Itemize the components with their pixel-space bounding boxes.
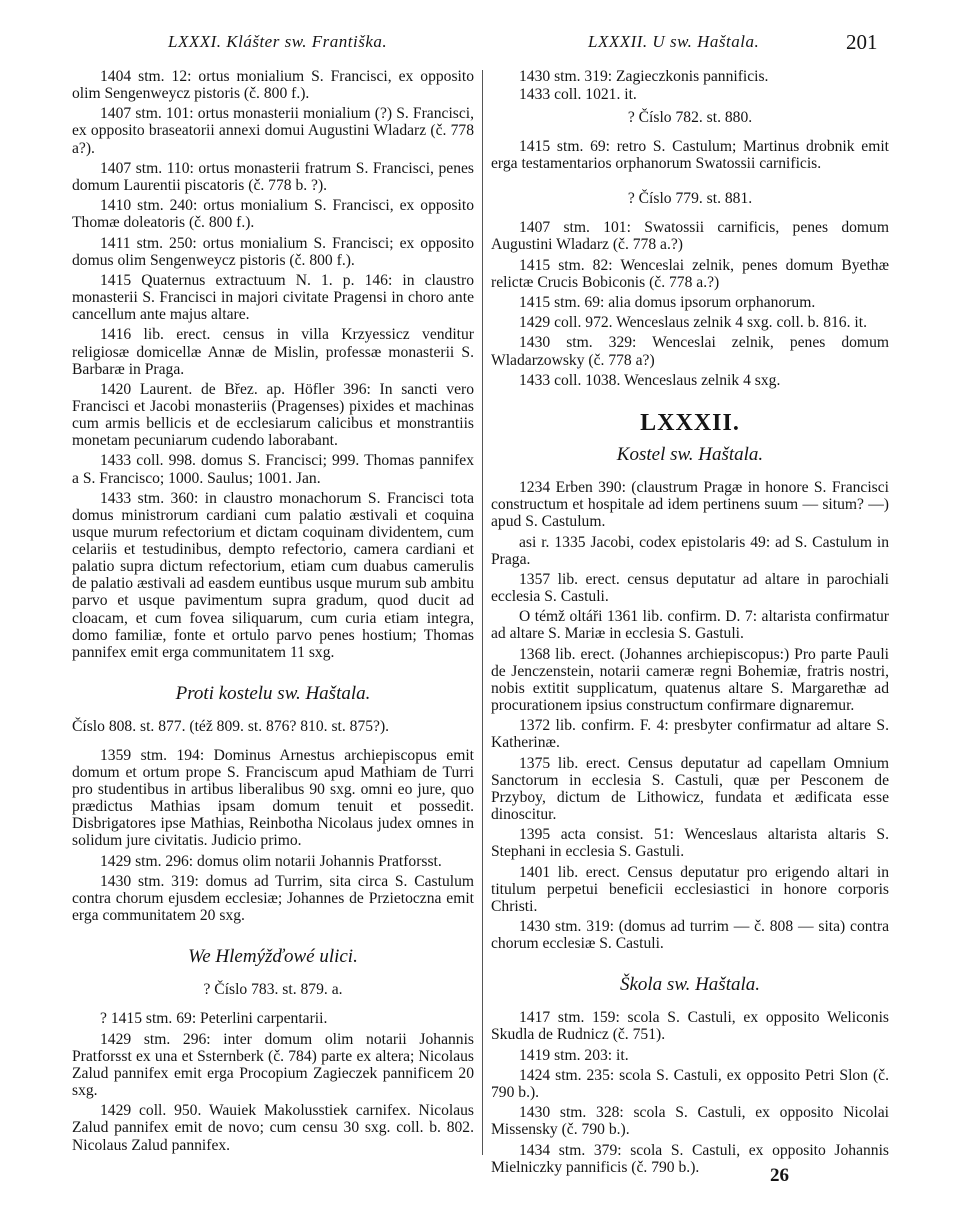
entry: 1429 coll. 950. Wauiek Makolusstiek carnifex. Nicolaus Zalud pannifex emit de novo; cum censu 30 sxg. coll. b. 802. Nicolaus Zalud pannifex. — [72, 1102, 474, 1154]
chapter-heading-lxxxii: LXXXII. — [640, 409, 740, 436]
house-number-779: ? Číslo 779. st. 881. — [627, 190, 753, 208]
section-heading-skola: Škola sw. Haštala. — [619, 974, 761, 996]
entry: 1430 stm. 329: Wenceslai zelnik, penes domum Wladarzowsky (č. 778 a?) — [491, 334, 889, 369]
entry: 1429 stm. 296: inter domum olim notarii Johannis Pratforsst ex una et Ssternberk (č. 784) parte ex altera; Nicolaus Zalud pannifex emit erga Procopium Zagieczek pannificem 20 sxg. — [72, 1030, 474, 1100]
entry: asi r. 1335 Jacobi, codex epistolaris 49: ad S. Castulum in Praga. — [491, 533, 889, 568]
entry: 1375 lib. erect. Census deputatur ad capellam Omnium Sanctorum in ecclesia S. Castuli, quæ per Pesconem de Przyboy, dictum de Lithowicz, fundata et ædificata esse dinoscitur. — [491, 754, 889, 823]
column-divider — [482, 70, 483, 1155]
entry: 1420 Laurent. de Břez. ap. Höfler 396: In sancti vero Francisci et Jacobi monasteriis (Pragenses) pixides et machinas cum armis bellicis et de ecclesiarum calicibus et monstrantiis monetam pecuniarum cudendo laborabant. — [72, 380, 474, 450]
left-column — [72, 68, 474, 1157]
section-heading-kostel: Kostel sw. Haštala. — [616, 444, 764, 466]
page-number: 201 — [846, 30, 878, 54]
entry: 1407 stm. 101: ortus monasterii monialium (?) S. Francisci, ex opposito braseatorii annexi domui Augustini Wladarz (č. 778 a?). — [72, 105, 474, 157]
entry: 1372 lib. confirm. F. 4: presbyter confirmatur ad altare S. Katherinæ. — [491, 717, 889, 752]
house-number-808: Číslo 808. st. 877. (též 809. st. 876? 810. st. 875?). — [72, 717, 390, 735]
right-column — [491, 68, 889, 1179]
entry: 1411 stm. 250: ortus monialium S. Francisci; ex opposito domus olim Sengenweycz pistoris (č. 800 f.). — [72, 234, 474, 269]
entry: 1404 stm. 12: ortus monialium S. Francisci, ex opposito olim Sengenweycz pistoris (č. 800 f.). — [72, 68, 474, 103]
entry: 1234 Erben 390: (claustrum Pragæ in honore S. Francisci constructum et hospitale ad idem pertinens suum — situm? —) apud S. Castulum. — [491, 479, 889, 531]
entry: 1419 stm. 203: it. — [519, 1046, 629, 1064]
entry: 1430 stm. 328: scola S. Castuli, ex opposito Nicolai Missensky (č. 790 b.). — [491, 1104, 889, 1139]
entry: 1434 stm. 379: scola S. Castuli, ex opposito Johannis Mielniczky pannificis (č. 790 b.). — [491, 1141, 889, 1176]
entry: 1433 coll. 1038. Wenceslaus zelnik 4 sxg. — [519, 371, 781, 389]
entry: 1430 stm. 319: domus ad Turrim, sita circa S. Castulum contra chorum ejusdem ecclesiæ; Johannes de Przietoczna emit erga communitatem 20 sxg. — [72, 873, 474, 925]
entry: 1424 stm. 235: scola S. Castuli, ex opposito Petri Slon (č. 790 b.). — [491, 1067, 889, 1102]
entry: 1410 stm. 240: ortus monialium S. Francisci, ex opposito Thomæ doleatoris (č. 800 f.). — [72, 197, 474, 232]
entry: 1395 acta consist. 51: Wenceslaus altarista altaris S. Stephani in ecclesia S. Gastuli. — [491, 826, 889, 861]
entry: 1407 stm. 110: ortus monasterii fratrum S. Francisci, penes domum Laurentii piscatoris (č. 778 b. ?). — [72, 159, 474, 194]
entry: 1430 stm. 319: (domus ad turrim — č. 808 — sita) contra chorum ecclesiæ S. Castuli. — [491, 918, 889, 953]
entry: O témž oltáři 1361 lib. confirm. D. 7: altarista confirmatur ad altare S. Mariæ in ecclesia S. Gastuli. — [491, 608, 889, 643]
section-heading-hlemyzdowe-ulici: We Hlemýžďowé ulici. — [188, 946, 358, 968]
house-number-782: ? Číslo 782. st. 880. — [627, 108, 753, 126]
entry: 1357 lib. erect. census deputatur ad altare in parochiali ecclesia S. Castuli. — [491, 570, 889, 606]
entry: 1417 stm. 159: scola S. Castuli, ex opposito Weliconis Skudla de Rudnicz (č. 751). — [491, 1009, 889, 1044]
signature-mark: 26 — [770, 1165, 789, 1186]
entry: 1401 lib. erect. Census deputatur pro erigendo altari in titulum perpetui beneficii ecclesiastici in honore corporis Christi. — [491, 863, 889, 915]
entry: 1415 Quaternus extractuum N. 1. p. 146: in claustro monasterii S. Francisci in majori civitate Pragensi in choro ante cancellum ante majus altare. — [72, 271, 474, 324]
entry: 1429 stm. 296: domus olim notarii Johannis Pratforsst. — [100, 852, 442, 870]
house-number-783: ? Číslo 783. st. 879. a. — [203, 981, 343, 999]
entry: 1429 coll. 972. Wenceslaus zelnik 4 sxg. coll. b. 816. it. — [519, 314, 867, 332]
entry: 1433 stm. 360: in claustro monachorum S. Francisci tota domus ministrorum cardiani cum palatio æstivali et coquina usque murum refectorium et dictam coquinam dividentem, cum celariis et testudinibus, dempto refectorio, camera cardiani et palatio supra dictum refectorium, etiam cum duabus camerulis de palatio æstivali ad easdem euntibus usque murum sub ambitu parvo et usque pavimentum supra gradum, quod ducit ad cloacam, et cum fovea siliquarum, cum curia etiam integra, domo familiæ, fonte et ortulo parvo penes hostium; Thomas pannifex emit erga communitatem 11 sxg. — [72, 489, 474, 661]
running-header-left: LXXXI. Klášter sw. Františka. — [168, 32, 388, 51]
entry: 1433 coll. 998. domus S. Francisci; 999. Thomas pannifex a S. Francisco; 1000. Saulus; 1001. Jan. — [72, 452, 474, 487]
entry: 1430 stm. 319: Zagieczkonis pannificis. — [519, 68, 769, 85]
entry: 1415 stm. 69: alia domus ipsorum orphanorum. — [519, 293, 816, 311]
running-header-right: LXXXII. U sw. Haštala. — [588, 32, 760, 51]
entry: 1416 lib. erect. census in villa Krzyessicz venditur religiosæ domicellæ Annæ de Mislin, professæ monasterii S. Barbaræ in Praga. — [72, 326, 474, 378]
entry: 1407 stm. 101: Swatossii carnificis, penes domum Augustini Wladarz (č. 778 a.?) — [491, 219, 889, 254]
section-heading-proti-kostelu: Proti kostelu sw. Haštala. — [175, 682, 371, 704]
entry: 1359 stm. 194: Dominus Arnestus archiepiscopus emit domum et ortum prope S. Franciscum apud Mathiam de Turri pro studentibus in artibus liberalibus 90 sxg. omni eo jure, quo prædictus Mathias ipsam domum tenuit et possedit. Disbrigatores ipse Mathias, Reinbotha Nicolaus judex omnes in solidum jure civitatis. Judicio primo. — [72, 746, 474, 850]
entry: 1415 stm. 82: Wenceslai zelnik, penes domum Byethæ relictæ Crucis Bobiconis (č. 778 a.?) — [491, 256, 889, 291]
entry: 1368 lib. erect. (Johannes archiepiscopus:) Pro parte Pauli de Jenczenstein, notarii cameræ regni Bohemiæ, fratris nostri, nobis extitit supplicatum, quatenus altare S. Margarethæ ad procurationem ipsius constructum confirmare dignaremur. — [491, 645, 889, 714]
entry: ? 1415 stm. 69: Peterlini carpentarii. — [100, 1010, 328, 1028]
entry: 1415 stm. 69: retro S. Castulum; Martinus drobnik emit erga testamentarios orphanorum Swatossii carnificis. — [491, 137, 889, 172]
entry: 1433 coll. 1021. it. — [519, 85, 637, 103]
